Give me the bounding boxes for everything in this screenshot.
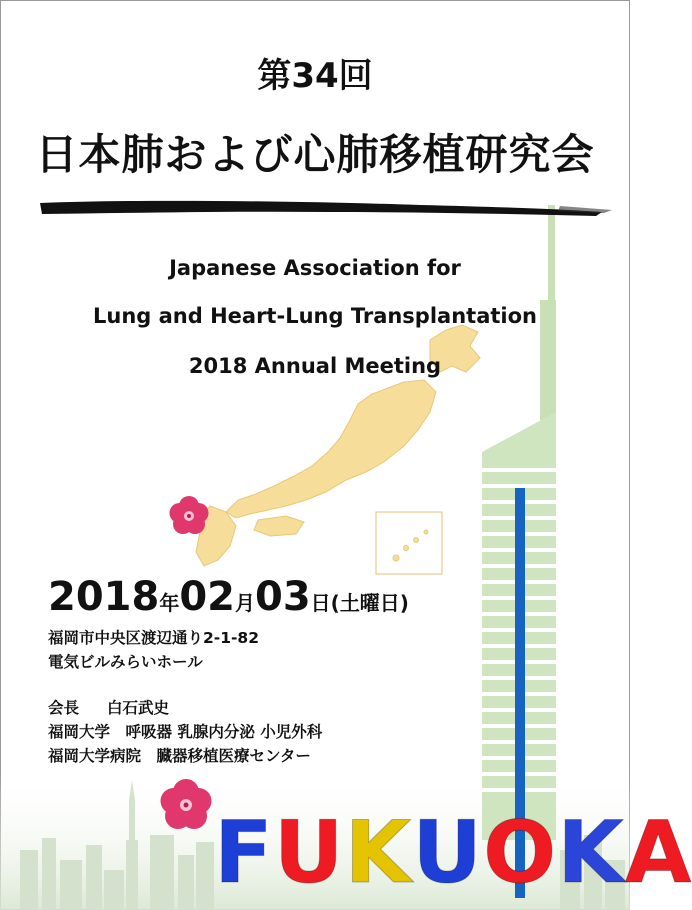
- event-date: [48, 574, 409, 620]
- banner-letter: U: [412, 803, 484, 903]
- president-label: 会長: [48, 699, 80, 717]
- plum-blossom-map: [170, 496, 209, 534]
- english-title-line1: Japanese Association for: [169, 256, 461, 280]
- organizer-department: 福岡大学 呼吸器 乳腺内分泌 小児外科: [48, 723, 323, 741]
- banner-letter: F: [214, 803, 274, 903]
- banner-letter: O: [483, 803, 558, 903]
- date-day-unit: 日: [310, 591, 331, 615]
- society-title: 日本肺および心肺移植研究会: [35, 130, 595, 179]
- date-year-unit: 年: [159, 591, 180, 615]
- date-month-unit: 月: [235, 591, 255, 615]
- date-weekday: (土曜日): [330, 591, 409, 615]
- brush-stroke: [40, 201, 602, 216]
- banner-letter: A: [624, 803, 692, 903]
- venue-name: 電気ビルみらいホール: [48, 653, 203, 671]
- date-year: 2018: [48, 574, 160, 620]
- banner-letter: K: [557, 803, 625, 903]
- english-title-line2: Lung and Heart-Lung Transplantation: [93, 304, 537, 328]
- president-line: [48, 696, 169, 718]
- banner-letter: U: [273, 803, 345, 903]
- meeting-number: 第34回: [257, 56, 373, 96]
- president-name: 白石武史: [107, 699, 170, 717]
- english-title-line3: 2018 Annual Meeting: [188, 354, 442, 378]
- venue-address: 福岡市中央区渡辺通り2-1-82: [48, 629, 260, 647]
- banner-letter: K: [344, 803, 413, 903]
- date-day: 03: [255, 574, 311, 620]
- date-month: 02: [179, 574, 235, 620]
- fukuoka-banner: [214, 803, 692, 903]
- organizer-center: 福岡大学病院 臓器移植医療センター: [48, 747, 311, 765]
